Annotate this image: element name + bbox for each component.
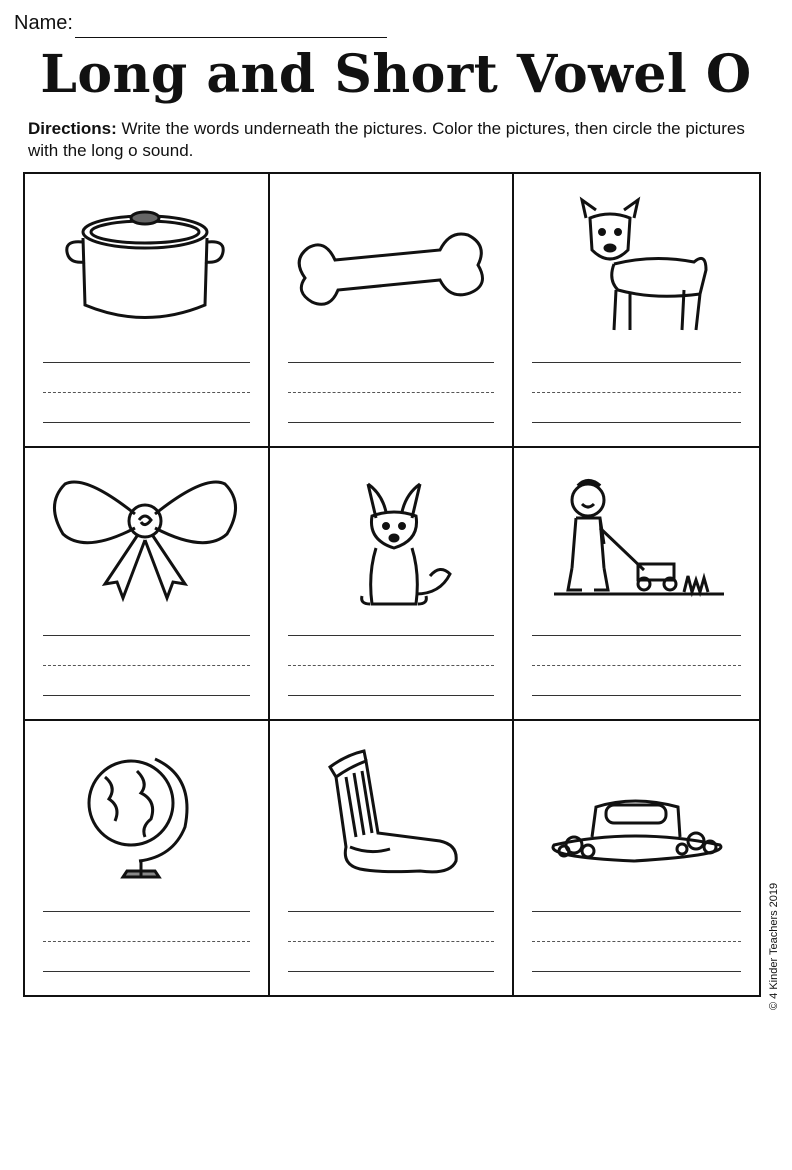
bone-icon — [290, 190, 490, 340]
fox-icon — [290, 464, 490, 614]
name-label: Name: — [14, 12, 73, 34]
writing-lines[interactable] — [288, 635, 495, 697]
writing-lines[interactable] — [532, 362, 741, 424]
writing-lines[interactable] — [43, 911, 250, 973]
name-write-line[interactable] — [75, 37, 387, 38]
cell-pot[interactable] — [25, 174, 270, 448]
bow-icon — [45, 464, 245, 614]
directions-text: Write the words underneath the pictures. Color the pictures, then circle the pictures with the long o sound. — [28, 119, 745, 160]
soap-icon — [534, 737, 734, 887]
writing-lines[interactable] — [288, 362, 495, 424]
cell-bone[interactable] — [270, 174, 515, 448]
mow-icon — [534, 464, 734, 614]
writing-lines[interactable] — [532, 911, 741, 973]
sock-icon — [290, 737, 490, 887]
page-title: Long and Short Vowel O — [40, 44, 752, 105]
cell-soap[interactable] — [514, 721, 759, 995]
directions — [28, 118, 768, 162]
cell-mow[interactable] — [514, 448, 759, 722]
copyright: © 4 Kinder Teachers 2019 — [768, 882, 780, 1010]
cell-bow[interactable] — [25, 448, 270, 722]
copyright-wrap — [768, 882, 788, 1170]
cell-fox[interactable] — [270, 448, 515, 722]
cell-goat[interactable] — [514, 174, 759, 448]
goat-icon — [534, 190, 734, 340]
writing-lines[interactable] — [532, 635, 741, 697]
cell-globe[interactable] — [25, 721, 270, 995]
writing-lines[interactable] — [288, 911, 495, 973]
cell-sock[interactable] — [270, 721, 515, 995]
directions-label: Directions: — [28, 119, 117, 138]
pot-icon — [45, 190, 245, 340]
picture-grid — [23, 172, 761, 997]
globe-icon — [45, 737, 245, 887]
writing-lines[interactable] — [43, 362, 250, 424]
writing-lines[interactable] — [43, 635, 250, 697]
